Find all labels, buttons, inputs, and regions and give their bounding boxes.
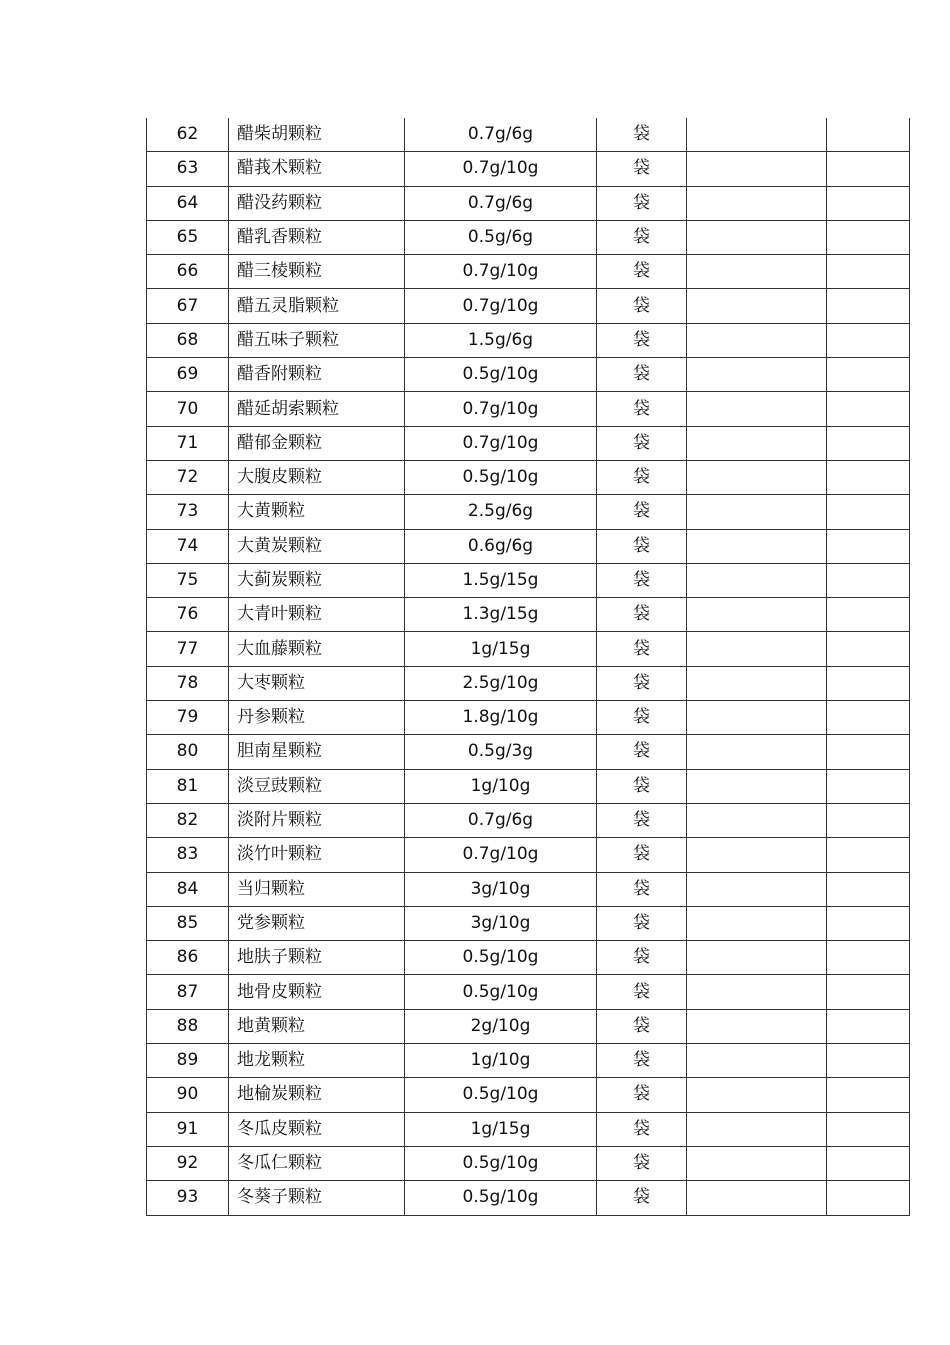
table-row [147, 632, 910, 666]
table-row [147, 152, 910, 186]
unit-cell: 袋 [597, 255, 687, 289]
empty-cell-a [687, 1078, 827, 1112]
empty-cell-b [827, 1044, 910, 1078]
specification-cell: 1.8g/10g [405, 701, 597, 735]
row-number-cell: 81 [147, 769, 229, 803]
unit-cell: 袋 [597, 1181, 687, 1215]
empty-cell-a [687, 323, 827, 357]
specification-cell: 0.5g/10g [405, 460, 597, 494]
unit-cell: 袋 [597, 803, 687, 837]
empty-cell-a [687, 975, 827, 1009]
table-row [147, 598, 910, 632]
table-row [147, 872, 910, 906]
row-number-cell: 62 [147, 118, 229, 152]
product-name-cell: 大腹皮颗粒 [229, 460, 405, 494]
table-row [147, 906, 910, 940]
specification-cell: 0.5g/10g [405, 941, 597, 975]
unit-cell: 袋 [597, 460, 687, 494]
row-number-cell: 65 [147, 220, 229, 254]
empty-cell-b [827, 495, 910, 529]
product-name-cell: 地肤子颗粒 [229, 941, 405, 975]
unit-cell: 袋 [597, 220, 687, 254]
empty-cell-a [687, 666, 827, 700]
unit-cell: 袋 [597, 906, 687, 940]
specification-cell: 1g/15g [405, 1112, 597, 1146]
unit-cell: 袋 [597, 1044, 687, 1078]
row-number-cell: 80 [147, 735, 229, 769]
product-name-cell: 醋五味子颗粒 [229, 323, 405, 357]
empty-cell-a [687, 1044, 827, 1078]
row-number-cell: 87 [147, 975, 229, 1009]
table-row [147, 666, 910, 700]
table-row [147, 426, 910, 460]
unit-cell: 袋 [597, 872, 687, 906]
specification-cell: 1.3g/15g [405, 598, 597, 632]
product-name-cell: 党参颗粒 [229, 906, 405, 940]
table-row [147, 289, 910, 323]
table-row [147, 735, 910, 769]
row-number-cell: 75 [147, 563, 229, 597]
table-row [147, 529, 910, 563]
empty-cell-a [687, 152, 827, 186]
empty-cell-a [687, 598, 827, 632]
row-number-cell: 86 [147, 941, 229, 975]
empty-cell-b [827, 598, 910, 632]
unit-cell: 袋 [597, 152, 687, 186]
specification-cell: 2g/10g [405, 1009, 597, 1043]
empty-cell-b [827, 769, 910, 803]
row-number-cell: 79 [147, 701, 229, 735]
specification-cell: 3g/10g [405, 872, 597, 906]
empty-cell-b [827, 838, 910, 872]
table-row [147, 392, 910, 426]
product-name-cell: 醋柴胡颗粒 [229, 118, 405, 152]
table-row [147, 1044, 910, 1078]
specification-cell: 0.5g/10g [405, 358, 597, 392]
empty-cell-b [827, 186, 910, 220]
row-number-cell: 72 [147, 460, 229, 494]
specification-cell: 0.7g/10g [405, 392, 597, 426]
empty-cell-a [687, 803, 827, 837]
empty-cell-b [827, 906, 910, 940]
unit-cell: 袋 [597, 735, 687, 769]
table-row [147, 495, 910, 529]
row-number-cell: 82 [147, 803, 229, 837]
empty-cell-a [687, 495, 827, 529]
specification-cell: 1.5g/15g [405, 563, 597, 597]
specification-cell: 0.7g/10g [405, 152, 597, 186]
row-number-cell: 83 [147, 838, 229, 872]
empty-cell-a [687, 872, 827, 906]
empty-cell-b [827, 872, 910, 906]
specification-cell: 0.6g/6g [405, 529, 597, 563]
row-number-cell: 71 [147, 426, 229, 460]
product-name-cell: 冬瓜皮颗粒 [229, 1112, 405, 1146]
empty-cell-b [827, 289, 910, 323]
table-row [147, 803, 910, 837]
unit-cell: 袋 [597, 701, 687, 735]
product-name-cell: 醋莪术颗粒 [229, 152, 405, 186]
product-name-cell: 地黄颗粒 [229, 1009, 405, 1043]
specification-cell: 1.5g/6g [405, 323, 597, 357]
row-number-cell: 77 [147, 632, 229, 666]
specification-cell: 1g/10g [405, 769, 597, 803]
specification-cell: 0.7g/6g [405, 803, 597, 837]
product-table [146, 118, 910, 1216]
specification-cell: 0.7g/10g [405, 255, 597, 289]
empty-cell-a [687, 1112, 827, 1146]
empty-cell-b [827, 803, 910, 837]
empty-cell-b [827, 1112, 910, 1146]
product-name-cell: 胆南星颗粒 [229, 735, 405, 769]
empty-cell-a [687, 255, 827, 289]
table-row [147, 1078, 910, 1112]
row-number-cell: 70 [147, 392, 229, 426]
product-name-cell: 冬瓜仁颗粒 [229, 1146, 405, 1180]
table-row [147, 975, 910, 1009]
empty-cell-b [827, 941, 910, 975]
unit-cell: 袋 [597, 1078, 687, 1112]
product-name-cell: 当归颗粒 [229, 872, 405, 906]
unit-cell: 袋 [597, 186, 687, 220]
product-name-cell: 醋郁金颗粒 [229, 426, 405, 460]
empty-cell-b [827, 701, 910, 735]
empty-cell-b [827, 152, 910, 186]
empty-cell-b [827, 1181, 910, 1215]
table-row [147, 941, 910, 975]
specification-cell: 3g/10g [405, 906, 597, 940]
table-row [147, 769, 910, 803]
specification-cell: 0.7g/10g [405, 838, 597, 872]
specification-cell: 0.5g/3g [405, 735, 597, 769]
specification-cell: 1g/15g [405, 632, 597, 666]
product-name-cell: 醋延胡索颗粒 [229, 392, 405, 426]
product-name-cell: 大血藤颗粒 [229, 632, 405, 666]
empty-cell-a [687, 1009, 827, 1043]
table-row [147, 323, 910, 357]
table-row [147, 186, 910, 220]
unit-cell: 袋 [597, 289, 687, 323]
row-number-cell: 74 [147, 529, 229, 563]
product-name-cell: 醋没药颗粒 [229, 186, 405, 220]
row-number-cell: 91 [147, 1112, 229, 1146]
table-row [147, 460, 910, 494]
product-name-cell: 淡附片颗粒 [229, 803, 405, 837]
unit-cell: 袋 [597, 838, 687, 872]
row-number-cell: 66 [147, 255, 229, 289]
empty-cell-a [687, 529, 827, 563]
product-name-cell: 地龙颗粒 [229, 1044, 405, 1078]
empty-cell-a [687, 735, 827, 769]
empty-cell-b [827, 975, 910, 1009]
unit-cell: 袋 [597, 1009, 687, 1043]
row-number-cell: 67 [147, 289, 229, 323]
row-number-cell: 78 [147, 666, 229, 700]
empty-cell-a [687, 460, 827, 494]
table-row [147, 1146, 910, 1180]
table-row [147, 1112, 910, 1146]
empty-cell-b [827, 1146, 910, 1180]
product-name-cell: 醋五灵脂颗粒 [229, 289, 405, 323]
empty-cell-b [827, 735, 910, 769]
specification-cell: 1g/10g [405, 1044, 597, 1078]
empty-cell-b [827, 118, 910, 152]
row-number-cell: 88 [147, 1009, 229, 1043]
product-name-cell: 冬葵子颗粒 [229, 1181, 405, 1215]
table-row [147, 838, 910, 872]
unit-cell: 袋 [597, 1146, 687, 1180]
table-row [147, 220, 910, 254]
specification-cell: 0.5g/10g [405, 1181, 597, 1215]
specification-cell: 0.5g/10g [405, 1078, 597, 1112]
product-name-cell: 地骨皮颗粒 [229, 975, 405, 1009]
row-number-cell: 90 [147, 1078, 229, 1112]
empty-cell-a [687, 1181, 827, 1215]
product-name-cell: 地榆炭颗粒 [229, 1078, 405, 1112]
product-name-cell: 淡竹叶颗粒 [229, 838, 405, 872]
empty-cell-b [827, 666, 910, 700]
empty-cell-b [827, 1009, 910, 1043]
product-name-cell: 醋香附颗粒 [229, 358, 405, 392]
product-name-cell: 大黄炭颗粒 [229, 529, 405, 563]
row-number-cell: 84 [147, 872, 229, 906]
product-name-cell: 大黄颗粒 [229, 495, 405, 529]
table-row [147, 1009, 910, 1043]
product-name-cell: 醋三棱颗粒 [229, 255, 405, 289]
product-name-cell: 醋乳香颗粒 [229, 220, 405, 254]
empty-cell-a [687, 701, 827, 735]
table-row [147, 563, 910, 597]
table-row [147, 358, 910, 392]
unit-cell: 袋 [597, 392, 687, 426]
specification-cell: 0.7g/10g [405, 426, 597, 460]
empty-cell-b [827, 220, 910, 254]
empty-cell-a [687, 220, 827, 254]
unit-cell: 袋 [597, 563, 687, 597]
empty-cell-b [827, 460, 910, 494]
unit-cell: 袋 [597, 323, 687, 357]
empty-cell-a [687, 358, 827, 392]
empty-cell-b [827, 358, 910, 392]
unit-cell: 袋 [597, 358, 687, 392]
product-table-container [146, 118, 909, 1216]
unit-cell: 袋 [597, 529, 687, 563]
table-body [147, 118, 910, 1215]
unit-cell: 袋 [597, 941, 687, 975]
product-name-cell: 大蓟炭颗粒 [229, 563, 405, 597]
row-number-cell: 64 [147, 186, 229, 220]
unit-cell: 袋 [597, 975, 687, 1009]
empty-cell-a [687, 632, 827, 666]
row-number-cell: 85 [147, 906, 229, 940]
empty-cell-b [827, 255, 910, 289]
row-number-cell: 89 [147, 1044, 229, 1078]
empty-cell-b [827, 632, 910, 666]
empty-cell-b [827, 392, 910, 426]
table-row [147, 255, 910, 289]
empty-cell-a [687, 769, 827, 803]
empty-cell-a [687, 118, 827, 152]
empty-cell-a [687, 392, 827, 426]
product-name-cell: 丹参颗粒 [229, 701, 405, 735]
table-row [147, 1181, 910, 1215]
unit-cell: 袋 [597, 666, 687, 700]
row-number-cell: 68 [147, 323, 229, 357]
unit-cell: 袋 [597, 1112, 687, 1146]
unit-cell: 袋 [597, 769, 687, 803]
table-row [147, 118, 910, 152]
empty-cell-b [827, 323, 910, 357]
specification-cell: 0.7g/6g [405, 186, 597, 220]
empty-cell-b [827, 426, 910, 460]
specification-cell: 0.7g/6g [405, 118, 597, 152]
specification-cell: 2.5g/6g [405, 495, 597, 529]
unit-cell: 袋 [597, 118, 687, 152]
empty-cell-a [687, 1146, 827, 1180]
unit-cell: 袋 [597, 598, 687, 632]
product-name-cell: 淡豆豉颗粒 [229, 769, 405, 803]
row-number-cell: 69 [147, 358, 229, 392]
empty-cell-b [827, 1078, 910, 1112]
empty-cell-a [687, 289, 827, 323]
row-number-cell: 93 [147, 1181, 229, 1215]
empty-cell-b [827, 563, 910, 597]
specification-cell: 0.5g/10g [405, 1146, 597, 1180]
unit-cell: 袋 [597, 495, 687, 529]
empty-cell-a [687, 941, 827, 975]
specification-cell: 0.5g/10g [405, 975, 597, 1009]
unit-cell: 袋 [597, 426, 687, 460]
specification-cell: 0.5g/6g [405, 220, 597, 254]
table-row [147, 701, 910, 735]
unit-cell: 袋 [597, 632, 687, 666]
product-name-cell: 大枣颗粒 [229, 666, 405, 700]
row-number-cell: 63 [147, 152, 229, 186]
empty-cell-a [687, 426, 827, 460]
empty-cell-a [687, 838, 827, 872]
product-name-cell: 大青叶颗粒 [229, 598, 405, 632]
empty-cell-a [687, 186, 827, 220]
empty-cell-a [687, 906, 827, 940]
row-number-cell: 92 [147, 1146, 229, 1180]
empty-cell-a [687, 563, 827, 597]
row-number-cell: 73 [147, 495, 229, 529]
empty-cell-b [827, 529, 910, 563]
specification-cell: 2.5g/10g [405, 666, 597, 700]
row-number-cell: 76 [147, 598, 229, 632]
specification-cell: 0.7g/10g [405, 289, 597, 323]
